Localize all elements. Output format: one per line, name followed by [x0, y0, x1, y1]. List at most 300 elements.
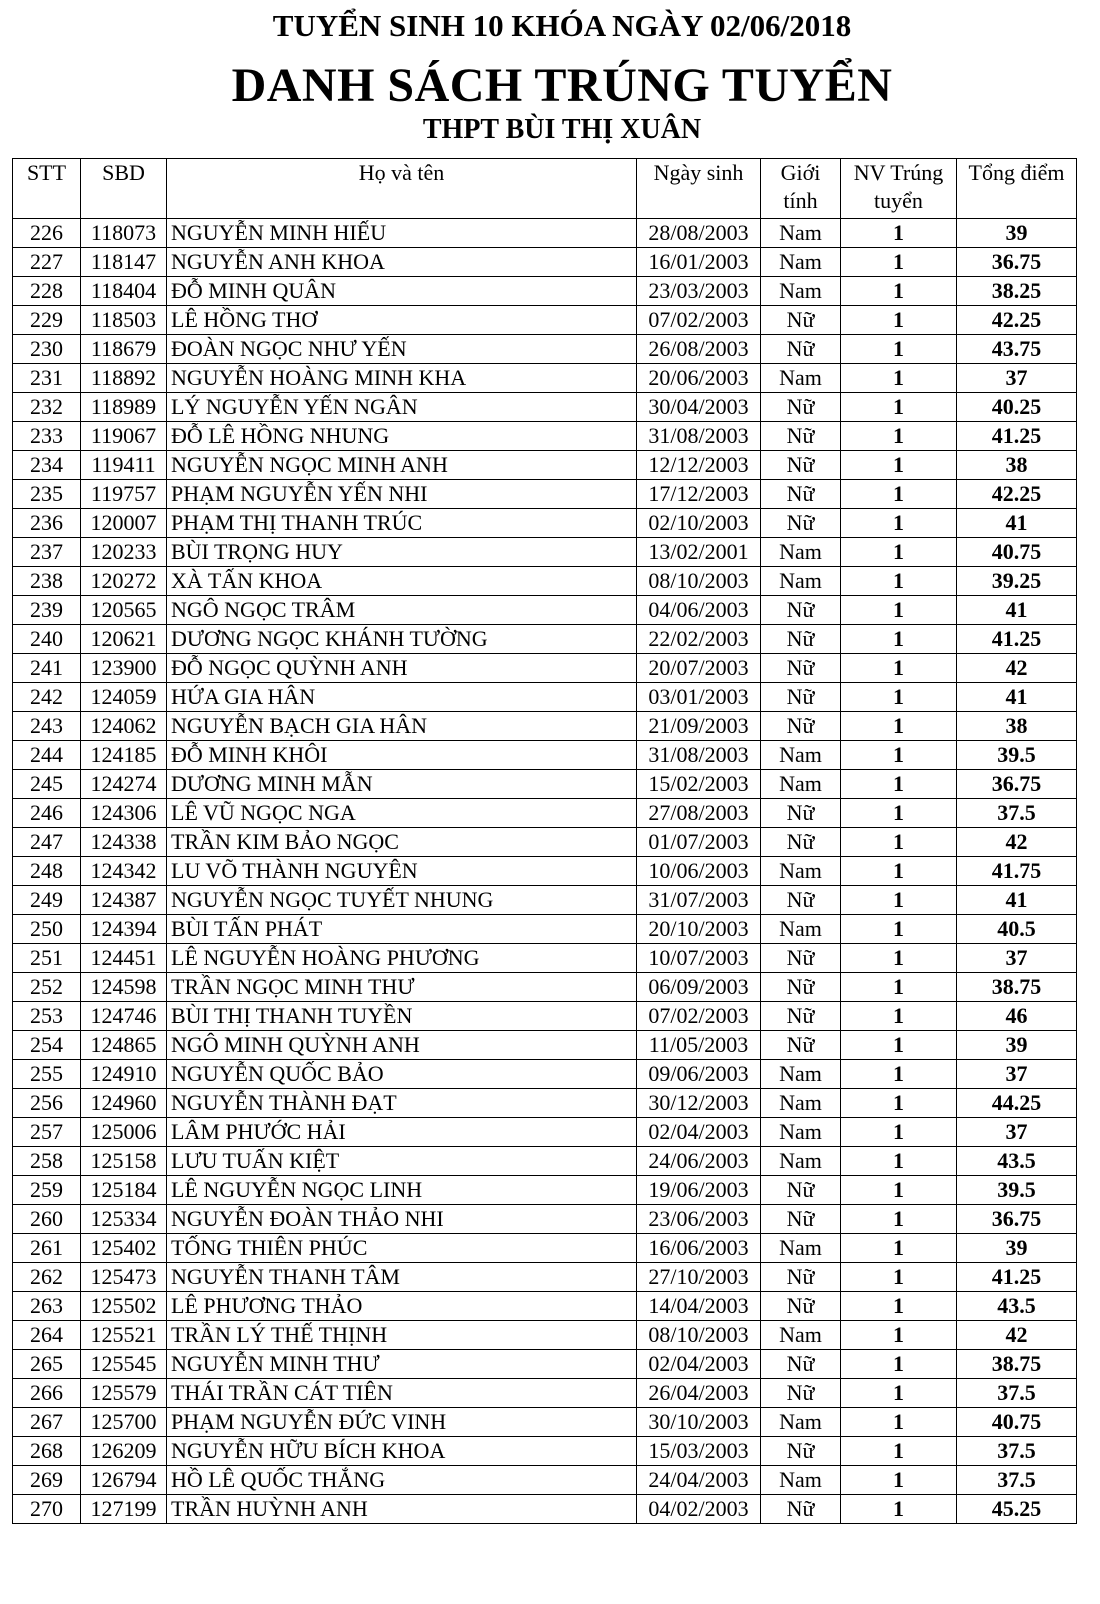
cell-dob: 20/06/2003	[637, 364, 761, 393]
cell-sbd: 120233	[81, 538, 167, 567]
table-row	[13, 712, 1077, 741]
table-row	[13, 1292, 1077, 1321]
table-row	[13, 1060, 1077, 1089]
cell-nv: 1	[841, 1031, 957, 1060]
cell-score: 37.5	[957, 1379, 1077, 1408]
cell-score: 43.5	[957, 1292, 1077, 1321]
cell-dob: 04/02/2003	[637, 1495, 761, 1524]
cell-score: 44.25	[957, 1089, 1077, 1118]
cell-stt: 259	[13, 1176, 81, 1205]
table-row	[13, 1466, 1077, 1495]
cell-dob: 20/10/2003	[637, 915, 761, 944]
cell-stt: 230	[13, 335, 81, 364]
cell-nv: 1	[841, 393, 957, 422]
cell-sbd: 125158	[81, 1147, 167, 1176]
cell-dob: 06/09/2003	[637, 973, 761, 1002]
cell-name: DƯƠNG NGỌC KHÁNH TƯỜNG	[167, 625, 637, 654]
cell-dob: 15/02/2003	[637, 770, 761, 799]
admission-table	[12, 158, 1077, 1524]
cell-gender: Nam	[761, 1147, 841, 1176]
cell-stt: 264	[13, 1321, 81, 1350]
header-gender-line2: tính	[783, 188, 818, 213]
cell-gender: Nữ	[761, 596, 841, 625]
cell-name: LÊ HỒNG THƠ	[167, 306, 637, 335]
table-header-row	[13, 159, 1077, 219]
cell-dob: 16/01/2003	[637, 248, 761, 277]
cell-score: 37	[957, 364, 1077, 393]
cell-sbd: 124059	[81, 683, 167, 712]
cell-nv: 1	[841, 451, 957, 480]
cell-dob: 22/02/2003	[637, 625, 761, 654]
cell-nv: 1	[841, 886, 957, 915]
header-gender-line1: Giới	[780, 160, 821, 185]
cell-name: NGUYỄN NGỌC TUYẾT NHUNG	[167, 886, 637, 915]
cell-gender: Nữ	[761, 509, 841, 538]
cell-nv: 1	[841, 1350, 957, 1379]
cell-name: ĐOÀN NGỌC NHƯ YẾN	[167, 335, 637, 364]
cell-name: LƯU TUẤN KIỆT	[167, 1147, 637, 1176]
cell-nv: 1	[841, 364, 957, 393]
cell-nv: 1	[841, 973, 957, 1002]
cell-sbd: 124865	[81, 1031, 167, 1060]
cell-gender: Nữ	[761, 1437, 841, 1466]
cell-score: 37.5	[957, 1437, 1077, 1466]
cell-gender: Nữ	[761, 944, 841, 973]
cell-score: 41.25	[957, 1263, 1077, 1292]
cell-stt: 255	[13, 1060, 81, 1089]
cell-score: 38.75	[957, 1350, 1077, 1379]
cell-dob: 21/09/2003	[637, 712, 761, 741]
cell-name: LÂM PHƯỚC HẢI	[167, 1118, 637, 1147]
cell-dob: 15/03/2003	[637, 1437, 761, 1466]
cell-nv: 1	[841, 828, 957, 857]
cell-name: NGUYỄN ANH KHOA	[167, 248, 637, 277]
cell-gender: Nữ	[761, 828, 841, 857]
cell-sbd: 120621	[81, 625, 167, 654]
cell-stt: 261	[13, 1234, 81, 1263]
cell-gender: Nữ	[761, 451, 841, 480]
table-row	[13, 1176, 1077, 1205]
cell-gender: Nữ	[761, 973, 841, 1002]
cell-score: 40.75	[957, 538, 1077, 567]
cell-sbd: 119757	[81, 480, 167, 509]
cell-sbd: 124960	[81, 1089, 167, 1118]
cell-nv: 1	[841, 1118, 957, 1147]
table-row	[13, 451, 1077, 480]
cell-stt: 237	[13, 538, 81, 567]
cell-score: 36.75	[957, 248, 1077, 277]
cell-score: 41.25	[957, 625, 1077, 654]
cell-nv: 1	[841, 915, 957, 944]
cell-score: 39	[957, 1031, 1077, 1060]
cell-sbd: 124451	[81, 944, 167, 973]
cell-score: 46	[957, 1002, 1077, 1031]
cell-gender: Nữ	[761, 335, 841, 364]
cell-dob: 17/12/2003	[637, 480, 761, 509]
cell-gender: Nam	[761, 1234, 841, 1263]
cell-sbd: 124338	[81, 828, 167, 857]
cell-gender: Nữ	[761, 654, 841, 683]
table-row	[13, 683, 1077, 712]
cell-gender: Nữ	[761, 1292, 841, 1321]
cell-gender: Nam	[761, 770, 841, 799]
cell-dob: 30/04/2003	[637, 393, 761, 422]
cell-nv: 1	[841, 741, 957, 770]
cell-gender: Nữ	[761, 683, 841, 712]
cell-sbd: 124394	[81, 915, 167, 944]
cell-sbd: 125006	[81, 1118, 167, 1147]
cell-score: 39	[957, 1234, 1077, 1263]
cell-sbd: 120565	[81, 596, 167, 625]
cell-gender: Nữ	[761, 712, 841, 741]
cell-name: NGUYỄN NGỌC MINH ANH	[167, 451, 637, 480]
cell-dob: 24/06/2003	[637, 1147, 761, 1176]
cell-name: NGUYỄN MINH HIẾU	[167, 219, 637, 248]
cell-nv: 1	[841, 1466, 957, 1495]
cell-sbd: 119411	[81, 451, 167, 480]
cell-sbd: 120007	[81, 509, 167, 538]
cell-sbd: 124342	[81, 857, 167, 886]
cell-sbd: 120272	[81, 567, 167, 596]
cell-nv: 1	[841, 1408, 957, 1437]
cell-gender: Nam	[761, 1466, 841, 1495]
table-row	[13, 1031, 1077, 1060]
cell-score: 36.75	[957, 770, 1077, 799]
cell-gender: Nam	[761, 857, 841, 886]
table-row	[13, 654, 1077, 683]
cell-sbd: 118892	[81, 364, 167, 393]
table-row	[13, 1379, 1077, 1408]
table-row	[13, 1321, 1077, 1350]
exam-title: TUYỂN SINH 10 KHÓA NGÀY 02/06/2018	[272, 8, 852, 43]
cell-name: PHẠM THỊ THANH TRÚC	[167, 509, 637, 538]
cell-dob: 20/07/2003	[637, 654, 761, 683]
cell-dob: 24/04/2003	[637, 1466, 761, 1495]
cell-nv: 1	[841, 335, 957, 364]
cell-gender: Nữ	[761, 799, 841, 828]
cell-name: PHẠM NGUYỄN ĐỨC VINH	[167, 1408, 637, 1437]
table-row	[13, 538, 1077, 567]
cell-name: NGÔ NGỌC TRÂM	[167, 596, 637, 625]
cell-stt: 236	[13, 509, 81, 538]
cell-stt: 226	[13, 219, 81, 248]
cell-gender: Nữ	[761, 886, 841, 915]
cell-name: NGUYỄN HỮU BÍCH KHOA	[167, 1437, 637, 1466]
cell-nv: 1	[841, 1205, 957, 1234]
cell-name: LÊ PHƯƠNG THẢO	[167, 1292, 637, 1321]
cell-score: 38.25	[957, 277, 1077, 306]
cell-name: NGUYỄN MINH THƯ	[167, 1350, 637, 1379]
cell-nv: 1	[841, 625, 957, 654]
cell-gender: Nữ	[761, 625, 841, 654]
cell-name: BÙI THỊ THANH TUYỀN	[167, 1002, 637, 1031]
cell-gender: Nữ	[761, 480, 841, 509]
cell-name: HỒ LÊ QUỐC THẮNG	[167, 1466, 637, 1495]
cell-score: 36.75	[957, 1205, 1077, 1234]
cell-gender: Nam	[761, 567, 841, 596]
cell-dob: 02/10/2003	[637, 509, 761, 538]
school-name: THPT BÙI THỊ XUÂN	[422, 114, 702, 145]
cell-score: 38	[957, 451, 1077, 480]
table-row	[13, 1350, 1077, 1379]
table-row	[13, 1495, 1077, 1524]
cell-dob: 26/08/2003	[637, 335, 761, 364]
cell-stt: 242	[13, 683, 81, 712]
cell-nv: 1	[841, 1089, 957, 1118]
cell-name: BÙI TRỌNG HUY	[167, 538, 637, 567]
cell-gender: Nam	[761, 248, 841, 277]
cell-stt: 263	[13, 1292, 81, 1321]
cell-score: 41	[957, 596, 1077, 625]
cell-stt: 252	[13, 973, 81, 1002]
cell-sbd: 124062	[81, 712, 167, 741]
cell-name: LÊ NGUYỄN HOÀNG PHƯƠNG	[167, 944, 637, 973]
cell-nv: 1	[841, 480, 957, 509]
cell-sbd: 124274	[81, 770, 167, 799]
cell-stt: 250	[13, 915, 81, 944]
cell-score: 37.5	[957, 799, 1077, 828]
cell-gender: Nam	[761, 1118, 841, 1147]
table-row	[13, 973, 1077, 1002]
cell-dob: 02/04/2003	[637, 1118, 761, 1147]
cell-nv: 1	[841, 422, 957, 451]
cell-name: BÙI TẤN PHÁT	[167, 915, 637, 944]
cell-name: ĐỖ LÊ HỒNG NHUNG	[167, 422, 637, 451]
cell-gender: Nam	[761, 915, 841, 944]
cell-sbd: 118404	[81, 277, 167, 306]
table-row	[13, 248, 1077, 277]
table-row	[13, 277, 1077, 306]
cell-name: NGUYỄN BẠCH GIA HÂN	[167, 712, 637, 741]
table-row	[13, 364, 1077, 393]
cell-gender: Nữ	[761, 393, 841, 422]
cell-stt: 248	[13, 857, 81, 886]
header-score: Tổng điểm	[957, 159, 1077, 219]
cell-stt: 257	[13, 1118, 81, 1147]
header-dob: Ngày sinh	[637, 159, 761, 219]
cell-nv: 1	[841, 538, 957, 567]
cell-score: 39.5	[957, 741, 1077, 770]
cell-dob: 04/06/2003	[637, 596, 761, 625]
cell-name: LÝ NGUYỄN YẾN NGÂN	[167, 393, 637, 422]
cell-dob: 12/12/2003	[637, 451, 761, 480]
cell-score: 37	[957, 1060, 1077, 1089]
table-row	[13, 1234, 1077, 1263]
table-body	[13, 219, 1077, 1524]
cell-gender: Nữ	[761, 1002, 841, 1031]
cell-name: THÁI TRẦN CÁT TIÊN	[167, 1379, 637, 1408]
cell-sbd: 125545	[81, 1350, 167, 1379]
cell-name: ĐỖ MINH KHÔI	[167, 741, 637, 770]
cell-stt: 244	[13, 741, 81, 770]
cell-name: TRẦN KIM BẢO NGỌC	[167, 828, 637, 857]
cell-sbd: 119067	[81, 422, 167, 451]
table-row	[13, 1002, 1077, 1031]
cell-stt: 231	[13, 364, 81, 393]
cell-stt: 241	[13, 654, 81, 683]
header-nv-line2: tuyển	[874, 188, 923, 213]
cell-stt: 253	[13, 1002, 81, 1031]
cell-dob: 08/10/2003	[637, 1321, 761, 1350]
cell-dob: 10/07/2003	[637, 944, 761, 973]
cell-sbd: 125502	[81, 1292, 167, 1321]
cell-sbd: 124746	[81, 1002, 167, 1031]
cell-score: 42.25	[957, 306, 1077, 335]
list-title: DANH SÁCH TRÚNG TUYỂN	[231, 59, 893, 112]
cell-name: LÊ VŨ NGỌC NGA	[167, 799, 637, 828]
table-row	[13, 799, 1077, 828]
cell-gender: Nữ	[761, 1379, 841, 1408]
table-row	[13, 625, 1077, 654]
cell-gender: Nữ	[761, 1176, 841, 1205]
cell-score: 43.5	[957, 1147, 1077, 1176]
cell-name: DƯƠNG MINH MẪN	[167, 770, 637, 799]
cell-gender: Nữ	[761, 306, 841, 335]
cell-stt: 243	[13, 712, 81, 741]
cell-nv: 1	[841, 219, 957, 248]
cell-stt: 256	[13, 1089, 81, 1118]
cell-sbd: 124185	[81, 741, 167, 770]
cell-sbd: 118073	[81, 219, 167, 248]
cell-score: 40.75	[957, 1408, 1077, 1437]
cell-nv: 1	[841, 277, 957, 306]
cell-gender: Nam	[761, 364, 841, 393]
cell-nv: 1	[841, 1379, 957, 1408]
table-row	[13, 422, 1077, 451]
table-row	[13, 1437, 1077, 1466]
cell-name: XÀ TẤN KHOA	[167, 567, 637, 596]
cell-stt: 240	[13, 625, 81, 654]
header-nv-line1: NV Trúng	[853, 160, 944, 185]
cell-name: NGUYỄN THÀNH ĐẠT	[167, 1089, 637, 1118]
table-row	[13, 480, 1077, 509]
table-row	[13, 1147, 1077, 1176]
cell-score: 37.5	[957, 1466, 1077, 1495]
cell-stt: 228	[13, 277, 81, 306]
cell-stt: 235	[13, 480, 81, 509]
table-row	[13, 1089, 1077, 1118]
cell-stt: 266	[13, 1379, 81, 1408]
cell-sbd: 125334	[81, 1205, 167, 1234]
cell-dob: 08/10/2003	[637, 567, 761, 596]
cell-stt: 267	[13, 1408, 81, 1437]
cell-score: 42	[957, 654, 1077, 683]
cell-name: TỐNG THIÊN PHÚC	[167, 1234, 637, 1263]
table-row	[13, 1263, 1077, 1292]
cell-score: 42.25	[957, 480, 1077, 509]
cell-dob: 16/06/2003	[637, 1234, 761, 1263]
cell-dob: 31/08/2003	[637, 741, 761, 770]
cell-nv: 1	[841, 306, 957, 335]
cell-nv: 1	[841, 1002, 957, 1031]
cell-gender: Nam	[761, 1089, 841, 1118]
cell-sbd: 123900	[81, 654, 167, 683]
cell-name: ĐỖ NGỌC QUỲNH ANH	[167, 654, 637, 683]
header-stt: STT	[13, 159, 81, 219]
cell-stt: 245	[13, 770, 81, 799]
cell-score: 38	[957, 712, 1077, 741]
cell-stt: 265	[13, 1350, 81, 1379]
cell-sbd: 118147	[81, 248, 167, 277]
cell-sbd: 125402	[81, 1234, 167, 1263]
cell-stt: 270	[13, 1495, 81, 1524]
cell-nv: 1	[841, 1292, 957, 1321]
cell-score: 41	[957, 509, 1077, 538]
cell-gender: Nữ	[761, 1205, 841, 1234]
cell-sbd: 127199	[81, 1495, 167, 1524]
cell-nv: 1	[841, 1176, 957, 1205]
cell-stt: 227	[13, 248, 81, 277]
table-row	[13, 886, 1077, 915]
header-nv	[841, 159, 957, 219]
table-row	[13, 567, 1077, 596]
cell-nv: 1	[841, 1263, 957, 1292]
cell-stt: 233	[13, 422, 81, 451]
cell-sbd: 124910	[81, 1060, 167, 1089]
cell-gender: Nam	[761, 277, 841, 306]
cell-score: 39.5	[957, 1176, 1077, 1205]
cell-score: 39	[957, 219, 1077, 248]
table-row	[13, 219, 1077, 248]
cell-dob: 23/06/2003	[637, 1205, 761, 1234]
cell-stt: 249	[13, 886, 81, 915]
cell-dob: 10/06/2003	[637, 857, 761, 886]
cell-sbd: 125700	[81, 1408, 167, 1437]
cell-stt: 229	[13, 306, 81, 335]
cell-nv: 1	[841, 567, 957, 596]
cell-stt: 234	[13, 451, 81, 480]
header-sbd: SBD	[81, 159, 167, 219]
table-row	[13, 596, 1077, 625]
cell-dob: 19/06/2003	[637, 1176, 761, 1205]
cell-score: 37	[957, 1118, 1077, 1147]
table-row	[13, 828, 1077, 857]
cell-stt: 269	[13, 1466, 81, 1495]
cell-name: NGUYỄN QUỐC BẢO	[167, 1060, 637, 1089]
cell-dob: 30/10/2003	[637, 1408, 761, 1437]
cell-sbd: 125579	[81, 1379, 167, 1408]
cell-dob: 09/06/2003	[637, 1060, 761, 1089]
cell-nv: 1	[841, 1147, 957, 1176]
cell-dob: 03/01/2003	[637, 683, 761, 712]
cell-score: 42	[957, 1321, 1077, 1350]
cell-gender: Nữ	[761, 1495, 841, 1524]
cell-stt: 232	[13, 393, 81, 422]
cell-score: 41.75	[957, 857, 1077, 886]
cell-dob: 31/08/2003	[637, 422, 761, 451]
cell-score: 41	[957, 683, 1077, 712]
cell-sbd: 125473	[81, 1263, 167, 1292]
table-row	[13, 1205, 1077, 1234]
cell-name: TRẦN HUỲNH ANH	[167, 1495, 637, 1524]
cell-nv: 1	[841, 799, 957, 828]
cell-nv: 1	[841, 857, 957, 886]
table-row	[13, 306, 1077, 335]
cell-dob: 13/02/2001	[637, 538, 761, 567]
cell-sbd: 126794	[81, 1466, 167, 1495]
cell-nv: 1	[841, 712, 957, 741]
cell-name: NGUYỄN HOÀNG MINH KHA	[167, 364, 637, 393]
cell-dob: 30/12/2003	[637, 1089, 761, 1118]
cell-gender: Nam	[761, 219, 841, 248]
table-row	[13, 915, 1077, 944]
cell-sbd: 124598	[81, 973, 167, 1002]
cell-gender: Nam	[761, 1321, 841, 1350]
table-row	[13, 741, 1077, 770]
cell-stt: 254	[13, 1031, 81, 1060]
cell-stt: 251	[13, 944, 81, 973]
cell-sbd: 126209	[81, 1437, 167, 1466]
